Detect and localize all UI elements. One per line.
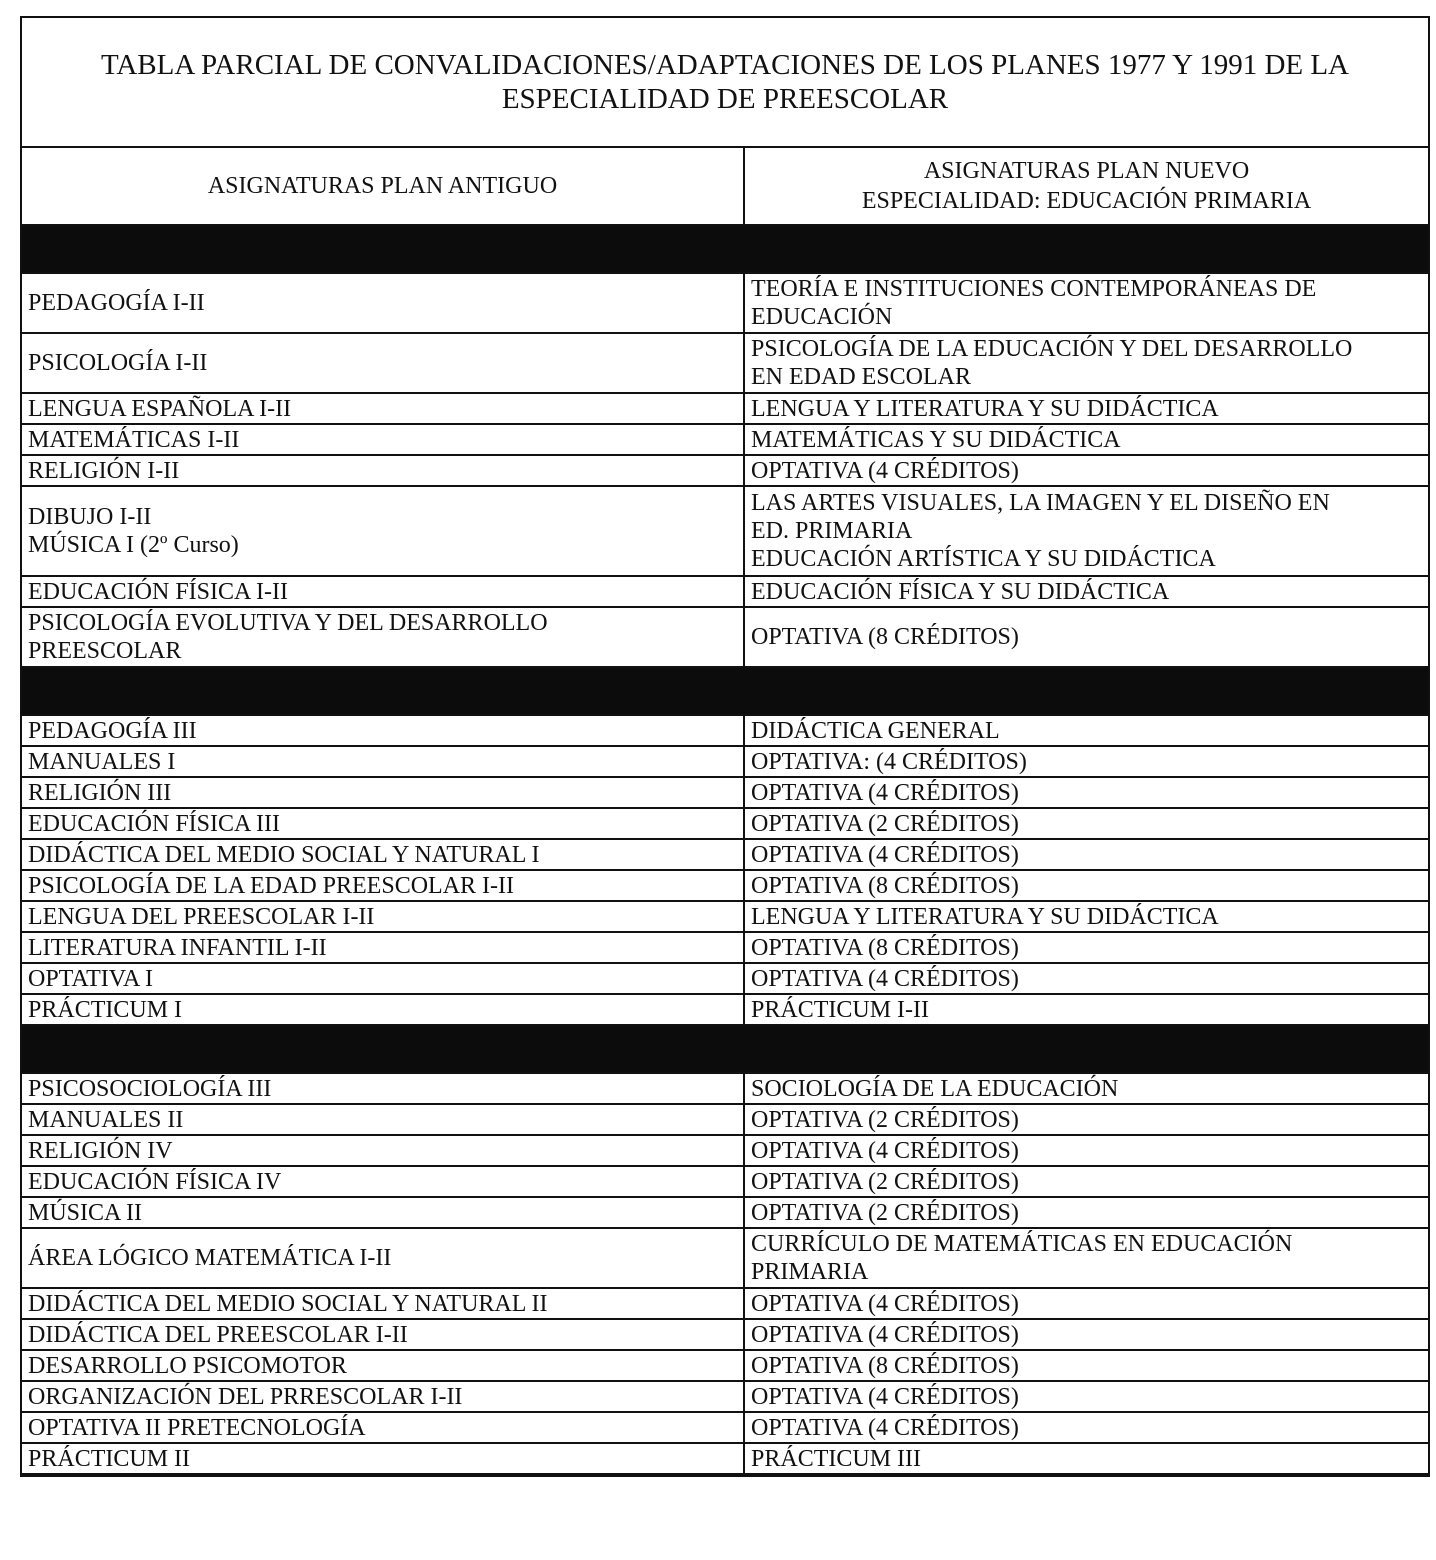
old-subject-text: EDUCACIÓN FÍSICA III xyxy=(28,810,280,837)
header-old-plan xyxy=(22,148,744,225)
table-row xyxy=(22,1381,1428,1412)
table-row xyxy=(22,393,1428,424)
new-subject-text: OPTATIVA (4 CRÉDITOS) xyxy=(751,1137,1019,1164)
table-row xyxy=(22,715,1428,746)
new-subject-text: MATEMÁTICAS Y SU DIDÁCTICA xyxy=(751,426,1121,453)
table-row xyxy=(22,424,1428,455)
old-subject-text: PEDAGOGÍA I-II xyxy=(28,290,205,316)
table-row xyxy=(22,1073,1428,1104)
section-band-2 xyxy=(22,667,1428,715)
new-subject-text: EN EDAD ESCOLAR xyxy=(751,364,971,390)
new-subject-text: EDUCACIÓN ARTÍSTICA Y SU DIDÁCTICA xyxy=(751,546,1216,572)
new-subject-text: OPTATIVA (4 CRÉDITOS) xyxy=(751,1290,1019,1317)
old-plan-cell xyxy=(22,1197,744,1228)
table-row xyxy=(22,607,1428,667)
new-plan-cell xyxy=(744,333,1428,393)
old-plan-cell xyxy=(22,777,744,808)
table-row xyxy=(22,994,1428,1025)
new-subject-text: PRIMARIA xyxy=(751,1259,869,1285)
table-header-row xyxy=(22,148,1428,225)
new-subject-text: OPTATIVA (4 CRÉDITOS) xyxy=(751,1383,1019,1410)
old-plan-cell xyxy=(22,1073,744,1104)
new-subject-text: OPTATIVA (4 CRÉDITOS) xyxy=(751,965,1019,992)
old-plan-cell xyxy=(22,1412,744,1443)
table-row xyxy=(22,1443,1428,1474)
old-subject-text: LENGUA DEL PREESCOLAR I-II xyxy=(28,903,375,930)
section-band-cell xyxy=(22,225,1428,273)
new-subject-text: EDUCACIÓN xyxy=(751,304,893,330)
old-plan-cell xyxy=(22,1288,744,1319)
new-plan-cell xyxy=(744,1166,1428,1197)
new-plan-cell xyxy=(744,1381,1428,1412)
new-plan-cell xyxy=(744,393,1428,424)
old-plan-cell xyxy=(22,839,744,870)
table-row xyxy=(22,963,1428,994)
table-row xyxy=(22,1104,1428,1135)
new-plan-cell xyxy=(744,746,1428,777)
title-line-1: TABLA PARCIAL DE CONVALIDACIONES/ADAPTACIONES DE LOS PLANES 1977 Y 1991 DE LA xyxy=(100,48,1350,81)
new-subject-text: OPTATIVA (2 CRÉDITOS) xyxy=(751,1106,1019,1133)
new-plan-cell xyxy=(744,932,1428,963)
old-subject-text: EDUCACIÓN FÍSICA IV xyxy=(28,1168,282,1195)
new-subject-text: PRÁCTICUM I-II xyxy=(751,996,929,1023)
old-plan-cell xyxy=(22,455,744,486)
old-subject-text: EDUCACIÓN FÍSICA I-II xyxy=(28,578,288,605)
old-plan-cell xyxy=(22,901,744,932)
table-row xyxy=(22,870,1428,901)
header-new-plan-line-2: ESPECIALIDAD: EDUCACIÓN PRIMARIA xyxy=(861,188,1312,214)
table-row xyxy=(22,273,1428,333)
new-plan-cell xyxy=(744,273,1428,333)
new-subject-text: EDUCACIÓN FÍSICA Y SU DIDÁCTICA xyxy=(751,578,1170,605)
new-plan-cell xyxy=(744,576,1428,607)
new-subject-text: OPTATIVA (2 CRÉDITOS) xyxy=(751,1168,1019,1195)
new-plan-cell xyxy=(744,607,1428,667)
new-subject-text: LENGUA Y LITERATURA Y SU DIDÁCTICA xyxy=(751,903,1219,930)
old-plan-cell xyxy=(22,273,744,333)
table-row xyxy=(22,901,1428,932)
table-row xyxy=(22,1350,1428,1381)
table-row xyxy=(22,486,1428,576)
table-row xyxy=(22,1288,1428,1319)
old-plan-cell xyxy=(22,1166,744,1197)
old-subject-text: MÚSICA I (2º Curso) xyxy=(28,532,239,558)
old-plan-cell xyxy=(22,1381,744,1412)
new-plan-cell xyxy=(744,1104,1428,1135)
section-band-cell xyxy=(22,1025,1428,1073)
new-subject-text: LENGUA Y LITERATURA Y SU DIDÁCTICA xyxy=(751,395,1219,422)
old-plan-cell xyxy=(22,1104,744,1135)
new-subject-text: LAS ARTES VISUALES, LA IMAGEN Y EL DISEÑO EN xyxy=(751,490,1330,516)
section-band-cell xyxy=(22,667,1428,715)
old-plan-cell xyxy=(22,1228,744,1288)
old-subject-text: OPTATIVA II PRETECNOLOGÍA xyxy=(28,1414,366,1441)
table-row xyxy=(22,1319,1428,1350)
new-plan-cell xyxy=(744,901,1428,932)
new-plan-cell xyxy=(744,1350,1428,1381)
old-subject-text: PEDAGOGÍA III xyxy=(28,717,197,744)
new-subject-text: SOCIOLOGÍA DE LA EDUCACIÓN xyxy=(751,1075,1119,1102)
old-plan-cell xyxy=(22,393,744,424)
old-subject-text: PSICOLOGÍA EVOLUTIVA Y DEL DESARROLLO xyxy=(28,610,548,636)
new-subject-text: OPTATIVA (4 CRÉDITOS) xyxy=(751,457,1019,484)
table-row xyxy=(22,1197,1428,1228)
new-subject-text: OPTATIVA (8 CRÉDITOS) xyxy=(751,872,1019,899)
new-subject-text: PRÁCTICUM III xyxy=(751,1445,922,1472)
old-plan-cell xyxy=(22,870,744,901)
old-plan-cell xyxy=(22,1350,744,1381)
new-plan-cell xyxy=(744,808,1428,839)
old-plan-cell xyxy=(22,932,744,963)
old-subject-text: DIBUJO I-II xyxy=(28,504,152,530)
new-plan-cell xyxy=(744,1135,1428,1166)
new-subject-text: CURRÍCULO DE MATEMÁTICAS EN EDUCACIÓN xyxy=(751,1231,1293,1257)
new-subject-text: TEORÍA E INSTITUCIONES CONTEMPORÁNEAS DE xyxy=(751,276,1317,302)
old-subject-text: DIDÁCTICA DEL PREESCOLAR I-II xyxy=(28,1321,408,1348)
old-subject-text: LITERATURA INFANTIL I-II xyxy=(28,934,327,961)
table-row xyxy=(22,1166,1428,1197)
old-plan-cell xyxy=(22,808,744,839)
old-subject-text: MATEMÁTICAS I-II xyxy=(28,426,240,453)
old-subject-text: PSICOLOGÍA I-II xyxy=(28,350,208,376)
new-plan-cell xyxy=(744,777,1428,808)
table-row xyxy=(22,1228,1428,1288)
table-title xyxy=(22,18,1428,148)
new-plan-cell xyxy=(744,1197,1428,1228)
table-row xyxy=(22,746,1428,777)
old-subject-text: DESARROLLO PSICOMOTOR xyxy=(28,1352,347,1379)
title-line-2: ESPECIALIDAD DE PREESCOLAR xyxy=(501,83,949,115)
old-plan-cell xyxy=(22,607,744,667)
old-plan-cell xyxy=(22,1135,744,1166)
old-subject-text: RELIGIÓN I-II xyxy=(28,457,180,484)
new-subject-text: OPTATIVA (2 CRÉDITOS) xyxy=(751,810,1019,837)
new-plan-cell xyxy=(744,994,1428,1025)
old-subject-text: OPTATIVA I xyxy=(28,965,153,992)
old-subject-text: PRÁCTICUM II xyxy=(28,1445,191,1472)
new-plan-cell xyxy=(744,424,1428,455)
section-band-3 xyxy=(22,1025,1428,1073)
new-plan-cell xyxy=(744,1288,1428,1319)
old-subject-text: RELIGIÓN IV xyxy=(28,1137,173,1164)
header-new-plan xyxy=(744,148,1428,225)
old-plan-cell xyxy=(22,963,744,994)
new-subject-text: OPTATIVA (8 CRÉDITOS) xyxy=(751,624,1019,650)
new-subject-text: OPTATIVA (4 CRÉDITOS) xyxy=(751,779,1019,806)
table-row xyxy=(22,576,1428,607)
new-plan-cell xyxy=(744,486,1428,576)
old-plan-cell xyxy=(22,715,744,746)
new-subject-text: OPTATIVA (2 CRÉDITOS) xyxy=(751,1199,1019,1226)
new-subject-text: OPTATIVA (8 CRÉDITOS) xyxy=(751,934,1019,961)
old-subject-text: LENGUA ESPAÑOLA I-II xyxy=(28,395,292,422)
old-subject-text: MANUALES II xyxy=(28,1106,184,1133)
old-subject-text: ÁREA LÓGICO MATEMÁTICA I-II xyxy=(28,1245,392,1271)
new-subject-text: OPTATIVA (4 CRÉDITOS) xyxy=(751,1414,1019,1441)
old-plan-cell xyxy=(22,1319,744,1350)
old-subject-text: ORGANIZACIÓN DEL PRRESCOLAR I-II xyxy=(28,1383,463,1410)
old-plan-cell xyxy=(22,486,744,576)
table-row xyxy=(22,333,1428,393)
new-plan-cell xyxy=(744,1443,1428,1474)
header-old-plan-label: ASIGNATURAS PLAN ANTIGUO xyxy=(207,173,558,199)
old-subject-text: PSICOLOGÍA DE LA EDAD PREESCOLAR I-II xyxy=(28,872,514,899)
new-plan-cell xyxy=(744,870,1428,901)
new-subject-text: DIDÁCTICA GENERAL xyxy=(751,717,1000,744)
new-plan-cell xyxy=(744,1412,1428,1443)
old-subject-text: PRÁCTICUM I xyxy=(28,996,183,1023)
old-plan-cell xyxy=(22,1443,744,1474)
new-subject-text: PSICOLOGÍA DE LA EDUCACIÓN Y DEL DESARROLLO xyxy=(751,336,1353,362)
new-subject-text: ED. PRIMARIA xyxy=(751,518,913,544)
new-plan-cell xyxy=(744,1228,1428,1288)
old-plan-cell xyxy=(22,576,744,607)
table-row xyxy=(22,777,1428,808)
section-band-1 xyxy=(22,225,1428,273)
new-plan-cell xyxy=(744,1319,1428,1350)
new-subject-text: OPTATIVA (4 CRÉDITOS) xyxy=(751,1321,1019,1348)
convalidation-table xyxy=(22,148,1428,1475)
old-subject-text: DIDÁCTICA DEL MEDIO SOCIAL Y NATURAL II xyxy=(28,1290,548,1317)
new-plan-cell xyxy=(744,839,1428,870)
old-plan-cell xyxy=(22,746,744,777)
table-row xyxy=(22,839,1428,870)
table-row xyxy=(22,932,1428,963)
old-subject-text: DIDÁCTICA DEL MEDIO SOCIAL Y NATURAL I xyxy=(28,841,540,868)
old-subject-text: MÚSICA II xyxy=(28,1199,143,1226)
old-subject-text: RELIGIÓN III xyxy=(28,779,172,806)
header-new-plan-line-1: ASIGNATURAS PLAN NUEVO xyxy=(923,158,1250,184)
table-row xyxy=(22,1412,1428,1443)
new-subject-text: OPTATIVA (4 CRÉDITOS) xyxy=(751,841,1019,868)
old-subject-text: MANUALES I xyxy=(28,748,176,775)
table-row xyxy=(22,808,1428,839)
new-plan-cell xyxy=(744,455,1428,486)
old-subject-text: PSICOSOCIOLOGÍA III xyxy=(28,1075,272,1102)
old-plan-cell xyxy=(22,994,744,1025)
document-page xyxy=(20,16,1430,1477)
old-subject-text: PREESCOLAR xyxy=(28,638,182,664)
new-subject-text: OPTATIVA (8 CRÉDITOS) xyxy=(751,1352,1019,1379)
old-plan-cell xyxy=(22,424,744,455)
table-row xyxy=(22,455,1428,486)
new-subject-text: OPTATIVA: (4 CRÉDITOS) xyxy=(751,748,1027,775)
new-plan-cell xyxy=(744,963,1428,994)
table-row xyxy=(22,1135,1428,1166)
new-plan-cell xyxy=(744,715,1428,746)
old-plan-cell xyxy=(22,333,744,393)
new-plan-cell xyxy=(744,1073,1428,1104)
